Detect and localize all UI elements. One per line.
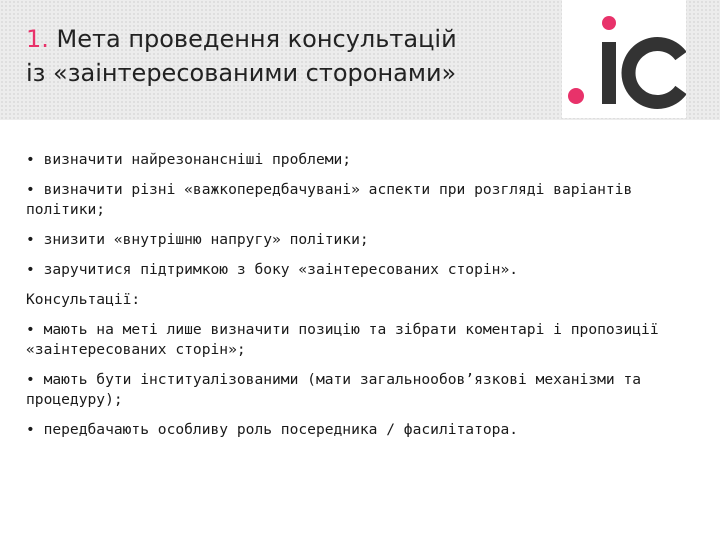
- body-item-2: • визначити різні «важкопередбачувані» аспекти при розгляді варіантів політики;: [26, 181, 633, 218]
- body-item-5: • мають на меті лише визначити позицію та зібрати коментарі і пропозиції «заінтересованих сторін»;: [26, 321, 659, 358]
- title-number: 1.: [26, 25, 49, 53]
- body-subheading: Консультації:: [26, 291, 141, 308]
- logo-letter-i-stem: [602, 42, 616, 104]
- body-item-3: • знизити «внутрішню напругу» політики;: [26, 231, 369, 248]
- logo: [562, 0, 686, 118]
- ic-logo-icon: [562, 0, 686, 118]
- body-item-7: • передбачають особливу роль посередника / фасилітатора.: [26, 421, 519, 438]
- body-item-4: • заручитися підтримкою з боку «заінтересованих сторін».: [26, 261, 519, 278]
- slide-body: [26, 150, 696, 450]
- title-line-1: Мета проведення консультацій: [48, 25, 457, 53]
- slide-title: [26, 22, 546, 90]
- body-item-1: • визначити найрезонансніші проблеми;: [26, 151, 352, 168]
- body-item-6: • мають бути інституалізованими (мати загальнообов’язкові механізми та процедуру);: [26, 371, 642, 408]
- title-line-2: із «заінтересованими сторонами»: [26, 59, 457, 87]
- logo-dot-left: [568, 88, 584, 104]
- logo-dot-i: [602, 16, 616, 30]
- logo-letter-c: [629, 44, 681, 102]
